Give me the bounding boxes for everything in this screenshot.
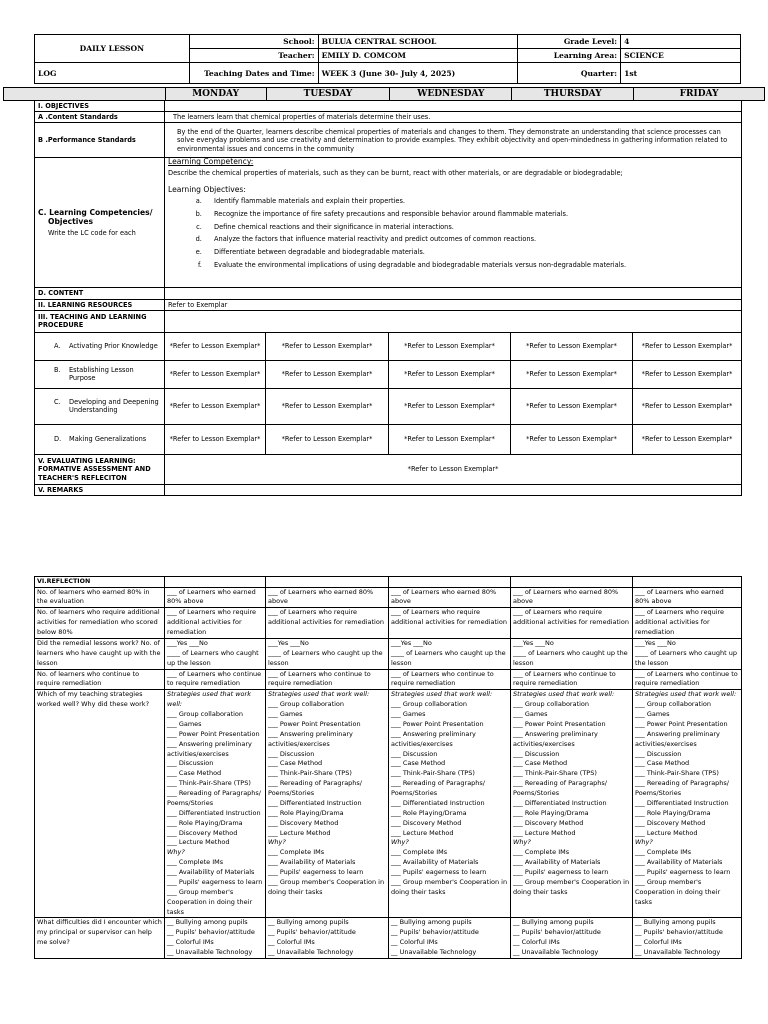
strategy-checkbox-line: ___ Answering preliminary activities/exercises (167, 739, 252, 758)
content-standards-text: The learners learn that chemical properties of materials determine their uses. (165, 112, 742, 123)
procedure-a-wednesday: *Refer to Lesson Exemplar* (389, 332, 511, 360)
competencies-label-cell (35, 158, 165, 288)
caught-up-text: ____ of Learners who caught up the lesson (391, 648, 506, 667)
day-header-tuesday: TUESDAY (266, 88, 390, 101)
difficulty-checkbox-line: __ Colorful IMs (268, 938, 315, 947)
reflection-a2-tuesday: ___ of Learners who require additional activities for remediation (266, 608, 389, 639)
learning-competency-text: Describe the chemical properties of materials, such as they can be burnt, react with other materials, or are degradable or biodegradable; (168, 169, 623, 178)
strategy-checkbox-line: ___ Role Playing/Drama (513, 808, 589, 817)
reflection-q5: Which of my teaching strategies worked well? Why did these work? (35, 690, 165, 918)
procedure-b-label: Establishing Lesson Purpose (69, 366, 134, 383)
day-header-thursday: THURSDAY (512, 88, 634, 101)
procedure-a-thursday: *Refer to Lesson Exemplar* (511, 332, 633, 360)
reflection-a3-friday (633, 638, 742, 669)
strategy-checkbox-line: ___ Power Point Presentation (391, 719, 484, 728)
procedure-c-label: Developing and Deepening Understanding (69, 398, 159, 415)
strategy-checkbox-line: ___ Differentiated Instruction (635, 798, 729, 807)
strategy-checkbox-line: ___ Role Playing/Drama (268, 808, 344, 817)
grade-level-value: 4 (621, 35, 741, 49)
strategy-checkbox-line: ___ Group collaboration (268, 700, 345, 709)
teacher-label: Teacher: (189, 49, 318, 63)
reflection-q1: No. of learners who earned 80% in the evaluation (35, 587, 165, 608)
strategy-checkbox-line: ___ Lecture Method (391, 828, 454, 837)
procedure-c-tuesday: *Refer to Lesson Exemplar* (266, 388, 389, 424)
day-header-friday: FRIDAY (634, 88, 765, 101)
strategy-checkbox-line: ___ Case Method (167, 769, 222, 778)
difficulty-checkbox-line: __ Colorful IMs (635, 938, 682, 947)
reflection-a3-wednesday (389, 638, 511, 669)
quarter-value: 1st (621, 63, 741, 84)
procedure-c-monday: *Refer to Lesson Exemplar* (165, 388, 266, 424)
why-checkbox-line: ___ Complete IMs (391, 848, 448, 857)
reflection-a1-wednesday: ___ of Learners who earned 80% above (389, 587, 511, 608)
procedure-b-cell (35, 360, 165, 388)
school-label: School: (189, 35, 318, 49)
why-checkbox-line: ___ Availability of Materials (635, 858, 723, 867)
remarks-blank (165, 484, 742, 495)
why-heading: Why? (513, 838, 531, 847)
objectives-heading: I. OBJECTIVES (35, 101, 165, 112)
day-header-bar (3, 87, 765, 101)
day-header-monday: MONDAY (165, 88, 266, 101)
strategy-checkbox-line: ___ Lecture Method (167, 838, 230, 847)
reflection-a1-friday: ___ of Learners who earned 80% above (633, 587, 742, 608)
procedure-blank (165, 310, 742, 332)
evaluating-learning-text: *Refer to Lesson Exemplar* (165, 454, 742, 484)
difficulty-checkbox-line: __ Pupils' behavior/attitude (268, 928, 356, 937)
reflection-heading-blank (165, 577, 266, 588)
procedure-d-tuesday: *Refer to Lesson Exemplar* (266, 424, 389, 454)
difficulty-checkbox-line: __ Bullying among pupils (268, 918, 349, 927)
grade-level-label: Grade Level: (518, 35, 621, 49)
strategies-friday (633, 690, 742, 918)
difficulty-checkbox-line: __ Pupils' behavior/attitude (167, 928, 255, 937)
reflection-table (34, 576, 742, 959)
why-checkbox-line: ___ Group member's Cooperation in doing their tasks (635, 877, 721, 906)
strategy-checkbox-line: ___ Think-Pair-Share (TPS) (635, 769, 719, 778)
difficulty-checkbox-line: __ Pupils' behavior/attitude (513, 928, 601, 937)
reflection-a4-wednesday: ___ of Learners who continue to require remediation (389, 669, 511, 690)
performance-standards-text: By the end of the Quarter, learners describe chemical properties of materials and changes to them. They demonstrate an understanding that science processes can solve everyday problems and use creativity and determination to provide examples. They exhibit objectivity and open-mindedness in gathering information related to environmental issues and concerns in the community (165, 123, 742, 158)
learning-area-label: Learning Area: (518, 49, 621, 63)
strategy-checkbox-line: ___ Answering preliminary activities/exercises (635, 729, 720, 748)
learning-objectives-heading: Learning Objectives: (168, 185, 246, 195)
strategy-checkbox-line: ___ Discovery Method (391, 818, 462, 827)
learning-objective-item: c. Define chemical reactions and their significance in material interactions. (204, 223, 738, 231)
strategy-checkbox-line: ___ Lecture Method (513, 828, 576, 837)
strategy-checkbox-line: ___ Games (635, 710, 670, 719)
strategy-checkbox-line: ___ Rereading of Paragraphs/ Poems/Stories (167, 789, 261, 807)
strategy-checkbox-line: ___ Discussion (635, 749, 682, 758)
caught-up-text: ____ of Learners who caught up the lesson (268, 648, 383, 667)
strategy-checkbox-line: ___ Power Point Presentation (167, 729, 260, 738)
learning-objective-item: e. Differentiate between degradable and biodegradable materials. (204, 248, 738, 256)
day-header-blank (4, 88, 166, 101)
why-checkbox-line: ___ Group member's Cooperation in doing their tasks (391, 877, 508, 896)
yes-no-blank: ___Yes ___No (635, 638, 676, 647)
strategy-checkbox-line: ___ Group collaboration (635, 700, 712, 709)
strategies-heading: Strategies used that work well: (391, 690, 493, 699)
teaching-dates-label: Teaching Dates and Time: (189, 63, 318, 84)
reflection-a4-monday: ___ of Learners who continue to require remediation (165, 669, 266, 690)
reflection-q3: Did the remedial lessons work? No. of learners who have caught up with the lesson (35, 638, 165, 669)
learning-objective-item: a. Identify flammable materials and explain their properties. (204, 197, 738, 205)
strategy-checkbox-line: ___ Power Point Presentation (268, 719, 361, 728)
strategy-checkbox-line: ___ Games (391, 710, 426, 719)
competencies-lc-code-note: Write the LC code for each (48, 228, 136, 237)
strategies-tuesday (266, 690, 389, 918)
reflection-q2: No. of learners who require additional activities for remediation who scored below 80% (35, 608, 165, 639)
difficulties-tuesday (266, 918, 389, 959)
procedure-b-tuesday: *Refer to Lesson Exemplar* (266, 360, 389, 388)
yes-no-blank: ___Yes ___No (268, 638, 309, 647)
procedure-a-cell (35, 332, 165, 360)
why-checkbox-line: ___ Pupils' eagerness to learn (513, 868, 609, 877)
difficulty-checkbox-line: __ Unavailable Technology (635, 948, 721, 957)
strategy-checkbox-line: ___ Case Method (513, 759, 568, 768)
learning-objective-item: d. Analyze the factors that influence material reactivity and predict outcomes of common reactions. (204, 235, 738, 243)
strategy-checkbox-line: ___ Discussion (391, 749, 438, 758)
reflection-a2-monday: ___ of Learners who require additional activities for remediation (165, 608, 266, 639)
why-checkbox-line: ___ Group member's Cooperation in doing their tasks (513, 877, 630, 896)
difficulties-friday (633, 918, 742, 959)
procedure-heading: III. TEACHING AND LEARNING PROCEDURE (35, 310, 165, 332)
difficulty-checkbox-line: __ Unavailable Technology (268, 948, 354, 957)
reflection-heading-blank (633, 577, 742, 588)
difficulty-checkbox-line: __ Pupils' behavior/attitude (635, 928, 723, 937)
reflection-a3-monday (165, 638, 266, 669)
why-heading: Why? (635, 838, 653, 847)
strategy-checkbox-line: ___ Group collaboration (391, 700, 468, 709)
difficulty-checkbox-line: __ Bullying among pupils (167, 918, 248, 927)
header-table (34, 34, 741, 84)
reflection-a1-monday: ___ of Learners who earned 80% above (165, 587, 266, 608)
strategy-checkbox-line: ___ Case Method (635, 759, 690, 768)
objectives-blank (165, 101, 742, 112)
learning-objective-item: f. Evaluate the environmental implications of using degradable and biodegradable materials versus non-degradable materials. (204, 261, 738, 269)
strategy-checkbox-line: ___ Games (167, 719, 202, 728)
reflection-heading-blank (389, 577, 511, 588)
difficulty-checkbox-line: __ Bullying among pupils (635, 918, 716, 927)
strategy-checkbox-line: ___ Answering preliminary activities/exercises (391, 729, 476, 748)
remarks-heading: V. REMARKS (35, 484, 165, 495)
why-heading: Why? (391, 838, 409, 847)
yes-no-blank: ___Yes ___No (167, 638, 208, 647)
procedure-a-monday: *Refer to Lesson Exemplar* (165, 332, 266, 360)
procedure-b-monday: *Refer to Lesson Exemplar* (165, 360, 266, 388)
day-header-wednesday: WEDNESDAY (390, 88, 512, 101)
strategy-checkbox-line: ___ Lecture Method (268, 828, 331, 837)
procedure-c-thursday: *Refer to Lesson Exemplar* (511, 388, 633, 424)
strategy-checkbox-line: ___ Group collaboration (167, 710, 244, 719)
strategies-monday (165, 690, 266, 918)
strategy-checkbox-line: ___ Answering preliminary activities/exercises (268, 729, 353, 748)
reflection-a4-thursday: ___ of Learners who continue to require remediation (511, 669, 633, 690)
competencies-label-objectives: Objectives (48, 216, 93, 226)
why-heading: Why? (268, 838, 286, 847)
strategy-checkbox-line: ___ Discovery Method (635, 818, 706, 827)
lesson-plan-table (34, 100, 742, 496)
strategy-checkbox-line: ___ Games (513, 710, 548, 719)
strategy-checkbox-line: ___ Discussion (268, 749, 315, 758)
difficulties-thursday (511, 918, 633, 959)
competencies-content (165, 158, 742, 288)
strategy-checkbox-line: ___ Discussion (513, 749, 560, 758)
strategy-checkbox-line: ___ Role Playing/Drama (635, 808, 711, 817)
procedure-d-number: D. (54, 435, 62, 444)
reflection-a2-wednesday: ___ of Learners who require additional activities for remediation (389, 608, 511, 639)
procedure-b-wednesday: *Refer to Lesson Exemplar* (389, 360, 511, 388)
difficulty-checkbox-line: __ Unavailable Technology (513, 948, 599, 957)
why-checkbox-line: ___ Pupils' eagerness to learn (635, 868, 731, 877)
procedure-b-thursday: *Refer to Lesson Exemplar* (511, 360, 633, 388)
yes-no-blank: ___Yes ___No (391, 638, 432, 647)
procedure-a-tuesday: *Refer to Lesson Exemplar* (266, 332, 389, 360)
procedure-c-wednesday: *Refer to Lesson Exemplar* (389, 388, 511, 424)
strategy-checkbox-line: ___ Differentiated Instruction (513, 798, 607, 807)
content-blank (165, 288, 742, 299)
why-checkbox-line: ___ Complete IMs (635, 848, 692, 857)
strategy-checkbox-line: ___ Group collaboration (513, 700, 590, 709)
learning-competency-heading: Learning Competency: (168, 157, 254, 167)
why-checkbox-line: ___ Complete IMs (513, 848, 570, 857)
title-log: LOG (35, 63, 190, 84)
procedure-c-cell (35, 388, 165, 424)
strategies-wednesday (389, 690, 511, 918)
reflection-heading: VI.REFLECTION (35, 577, 165, 588)
reflection-heading-blank (266, 577, 389, 588)
procedure-c-number: C. (54, 398, 61, 407)
strategies-heading: Strategies used that work well: (167, 690, 251, 709)
reflection-a3-tuesday (266, 638, 389, 669)
why-checkbox-line: ___ Availability of Materials (513, 858, 601, 867)
reflection-q4: No. of learners who continue to require remediation (35, 669, 165, 690)
why-checkbox-line: ___ Complete IMs (268, 848, 325, 857)
strategy-checkbox-line: ___ Role Playing/Drama (167, 818, 243, 827)
strategy-checkbox-line: ___ Rereading of Paragraphs/ Poems/Stories (635, 779, 729, 798)
caught-up-text: ____ of Learners who caught up the lesson (635, 648, 737, 667)
yes-no-blank: ___Yes ___No (513, 638, 554, 647)
strategy-checkbox-line: ___ Power Point Presentation (513, 719, 606, 728)
procedure-a-label: Activating Prior Knowledge (69, 342, 158, 351)
strategies-thursday (511, 690, 633, 918)
strategy-checkbox-line: ___ Lecture Method (635, 828, 698, 837)
reflection-a1-thursday: ___ of Learners who earned 80% above (511, 587, 633, 608)
why-checkbox-line: ___ Availability of Materials (167, 868, 255, 877)
strategy-checkbox-line: ___ Case Method (391, 759, 446, 768)
procedure-b-friday: *Refer to Lesson Exemplar* (633, 360, 742, 388)
content-heading: D. CONTENT (35, 288, 165, 299)
strategy-checkbox-line: ___ Think-Pair-Share (TPS) (167, 779, 251, 788)
strategy-checkbox-line: ___ Rereading of Paragraphs/ Poems/Stories (268, 779, 362, 798)
why-checkbox-line: ___ Pupils' eagerness to learn (391, 868, 487, 877)
learning-objectives-list (168, 197, 738, 269)
strategy-checkbox-line: ___ Rereading of Paragraphs/ Poems/Stories (513, 779, 607, 798)
procedure-a-friday: *Refer to Lesson Exemplar* (633, 332, 742, 360)
reflection-heading-blank (511, 577, 633, 588)
difficulty-checkbox-line: __ Unavailable Technology (391, 948, 477, 957)
learning-resources-heading: II. LEARNING RESOURCES (35, 299, 165, 310)
procedure-d-thursday: *Refer to Lesson Exemplar* (511, 424, 633, 454)
difficulty-checkbox-line: __ Colorful IMs (167, 938, 214, 947)
strategies-heading: Strategies used that work well: (268, 690, 370, 699)
reflection-a2-friday: ___ of Learners who require additional activities for remediation (633, 608, 742, 639)
procedure-d-monday: *Refer to Lesson Exemplar* (165, 424, 266, 454)
strategy-checkbox-line: ___ Think-Pair-Share (TPS) (513, 769, 597, 778)
reflection-q6: What difficulties did I encounter which my principal or supervisor can help me solve? (35, 918, 165, 959)
procedure-d-cell (35, 424, 165, 454)
why-checkbox-line: ___ Pupils' eagerness to learn (268, 868, 364, 877)
reflection-a3-thursday (511, 638, 633, 669)
evaluating-learning-heading: V. EVALUATING LEARNING: FORMATIVE ASSESSMENT AND TEACHER'S REFLECITON (35, 454, 165, 484)
learning-resources-text: Refer to Exemplar (165, 299, 742, 310)
difficulties-monday (165, 918, 266, 959)
strategy-checkbox-line: ___ Discovery Method (167, 828, 238, 837)
teacher-value: EMILY D. COMCOM (318, 49, 518, 63)
performance-standards-label: B .Performance Standards (35, 123, 165, 158)
strategies-heading: Strategies used that work well: (513, 690, 615, 699)
competencies-label: C. Learning Competencies/ (38, 208, 153, 218)
difficulty-checkbox-line: __ Bullying among pupils (513, 918, 594, 927)
learning-area-value: SCIENCE (621, 49, 741, 63)
caught-up-text: ____ of Learners who caught up the lesson (167, 648, 259, 667)
strategy-checkbox-line: ___ Answering preliminary activities/exercises (513, 729, 598, 748)
procedure-d-friday: *Refer to Lesson Exemplar* (633, 424, 742, 454)
school-value: BULUA CENTRAL SCHOOL (318, 35, 518, 49)
difficulty-checkbox-line: __ Colorful IMs (391, 938, 438, 947)
reflection-a4-tuesday: ___ of Learners who continue to require remediation (266, 669, 389, 690)
quarter-label: Quarter: (518, 63, 621, 84)
procedure-a-number: A. (54, 342, 61, 351)
strategy-checkbox-line: ___ Think-Pair-Share (TPS) (391, 769, 475, 778)
strategy-checkbox-line: ___ Games (268, 710, 303, 719)
teaching-dates-value: WEEK 3 (June 30- July 4, 2025) (318, 63, 518, 84)
strategy-checkbox-line: ___ Discovery Method (268, 818, 339, 827)
reflection-a4-friday: ___ of Learners who continue to require remediation (633, 669, 742, 690)
learning-objective-item: b. Recognize the importance of fire safety precautions and responsible behavior around flammable materials. (204, 210, 738, 218)
why-heading: Why? (167, 848, 185, 857)
difficulty-checkbox-line: __ Bullying among pupils (391, 918, 472, 927)
reflection-a2-thursday: ___ of Learners who require additional activities for remediation (511, 608, 633, 639)
why-checkbox-line: ___ Availability of Materials (391, 858, 479, 867)
strategy-checkbox-line: ___ Case Method (268, 759, 323, 768)
strategy-checkbox-line: ___ Think-Pair-Share (TPS) (268, 769, 352, 778)
title-daily-lesson: DAILY LESSON (35, 35, 190, 63)
procedure-c-friday: *Refer to Lesson Exemplar* (633, 388, 742, 424)
strategies-heading: Strategies used that work well: (635, 690, 737, 699)
why-checkbox-line: ___ Group member's Cooperation in doing their tasks (167, 887, 253, 916)
difficulties-wednesday (389, 918, 511, 959)
procedure-b-number: B. (54, 366, 61, 375)
procedure-d-label: Making Generalizations (69, 435, 147, 444)
difficulty-checkbox-line: __ Colorful IMs (513, 938, 560, 947)
strategy-checkbox-line: ___ Differentiated Instruction (268, 798, 362, 807)
procedure-d-wednesday: *Refer to Lesson Exemplar* (389, 424, 511, 454)
strategy-checkbox-line: ___ Differentiated Instruction (391, 798, 485, 807)
difficulty-checkbox-line: __ Pupils' behavior/attitude (391, 928, 479, 937)
why-checkbox-line: ___ Group member's Cooperation in doing their tasks (268, 877, 385, 896)
strategy-checkbox-line: ___ Rereading of Paragraphs/ Poems/Stories (391, 779, 485, 798)
content-standards-label: A .Content Standards (35, 112, 165, 123)
strategy-checkbox-line: ___ Discovery Method (513, 818, 584, 827)
why-checkbox-line: ___ Complete IMs (167, 858, 224, 867)
strategy-checkbox-line: ___ Power Point Presentation (635, 719, 728, 728)
why-checkbox-line: ___ Availability of Materials (268, 858, 356, 867)
difficulty-checkbox-line: __ Unavailable Technology (167, 948, 253, 957)
strategy-checkbox-line: ___ Differentiated Instruction (167, 808, 261, 817)
caught-up-text: ____ of Learners who caught up the lesson (513, 648, 628, 667)
strategy-checkbox-line: ___ Role Playing/Drama (391, 808, 467, 817)
strategy-checkbox-line: ___ Discussion (167, 759, 214, 768)
reflection-a1-tuesday: ___ of Learners who earned 80% above (266, 587, 389, 608)
why-checkbox-line: ___ Pupils' eagerness to learn (167, 877, 263, 886)
